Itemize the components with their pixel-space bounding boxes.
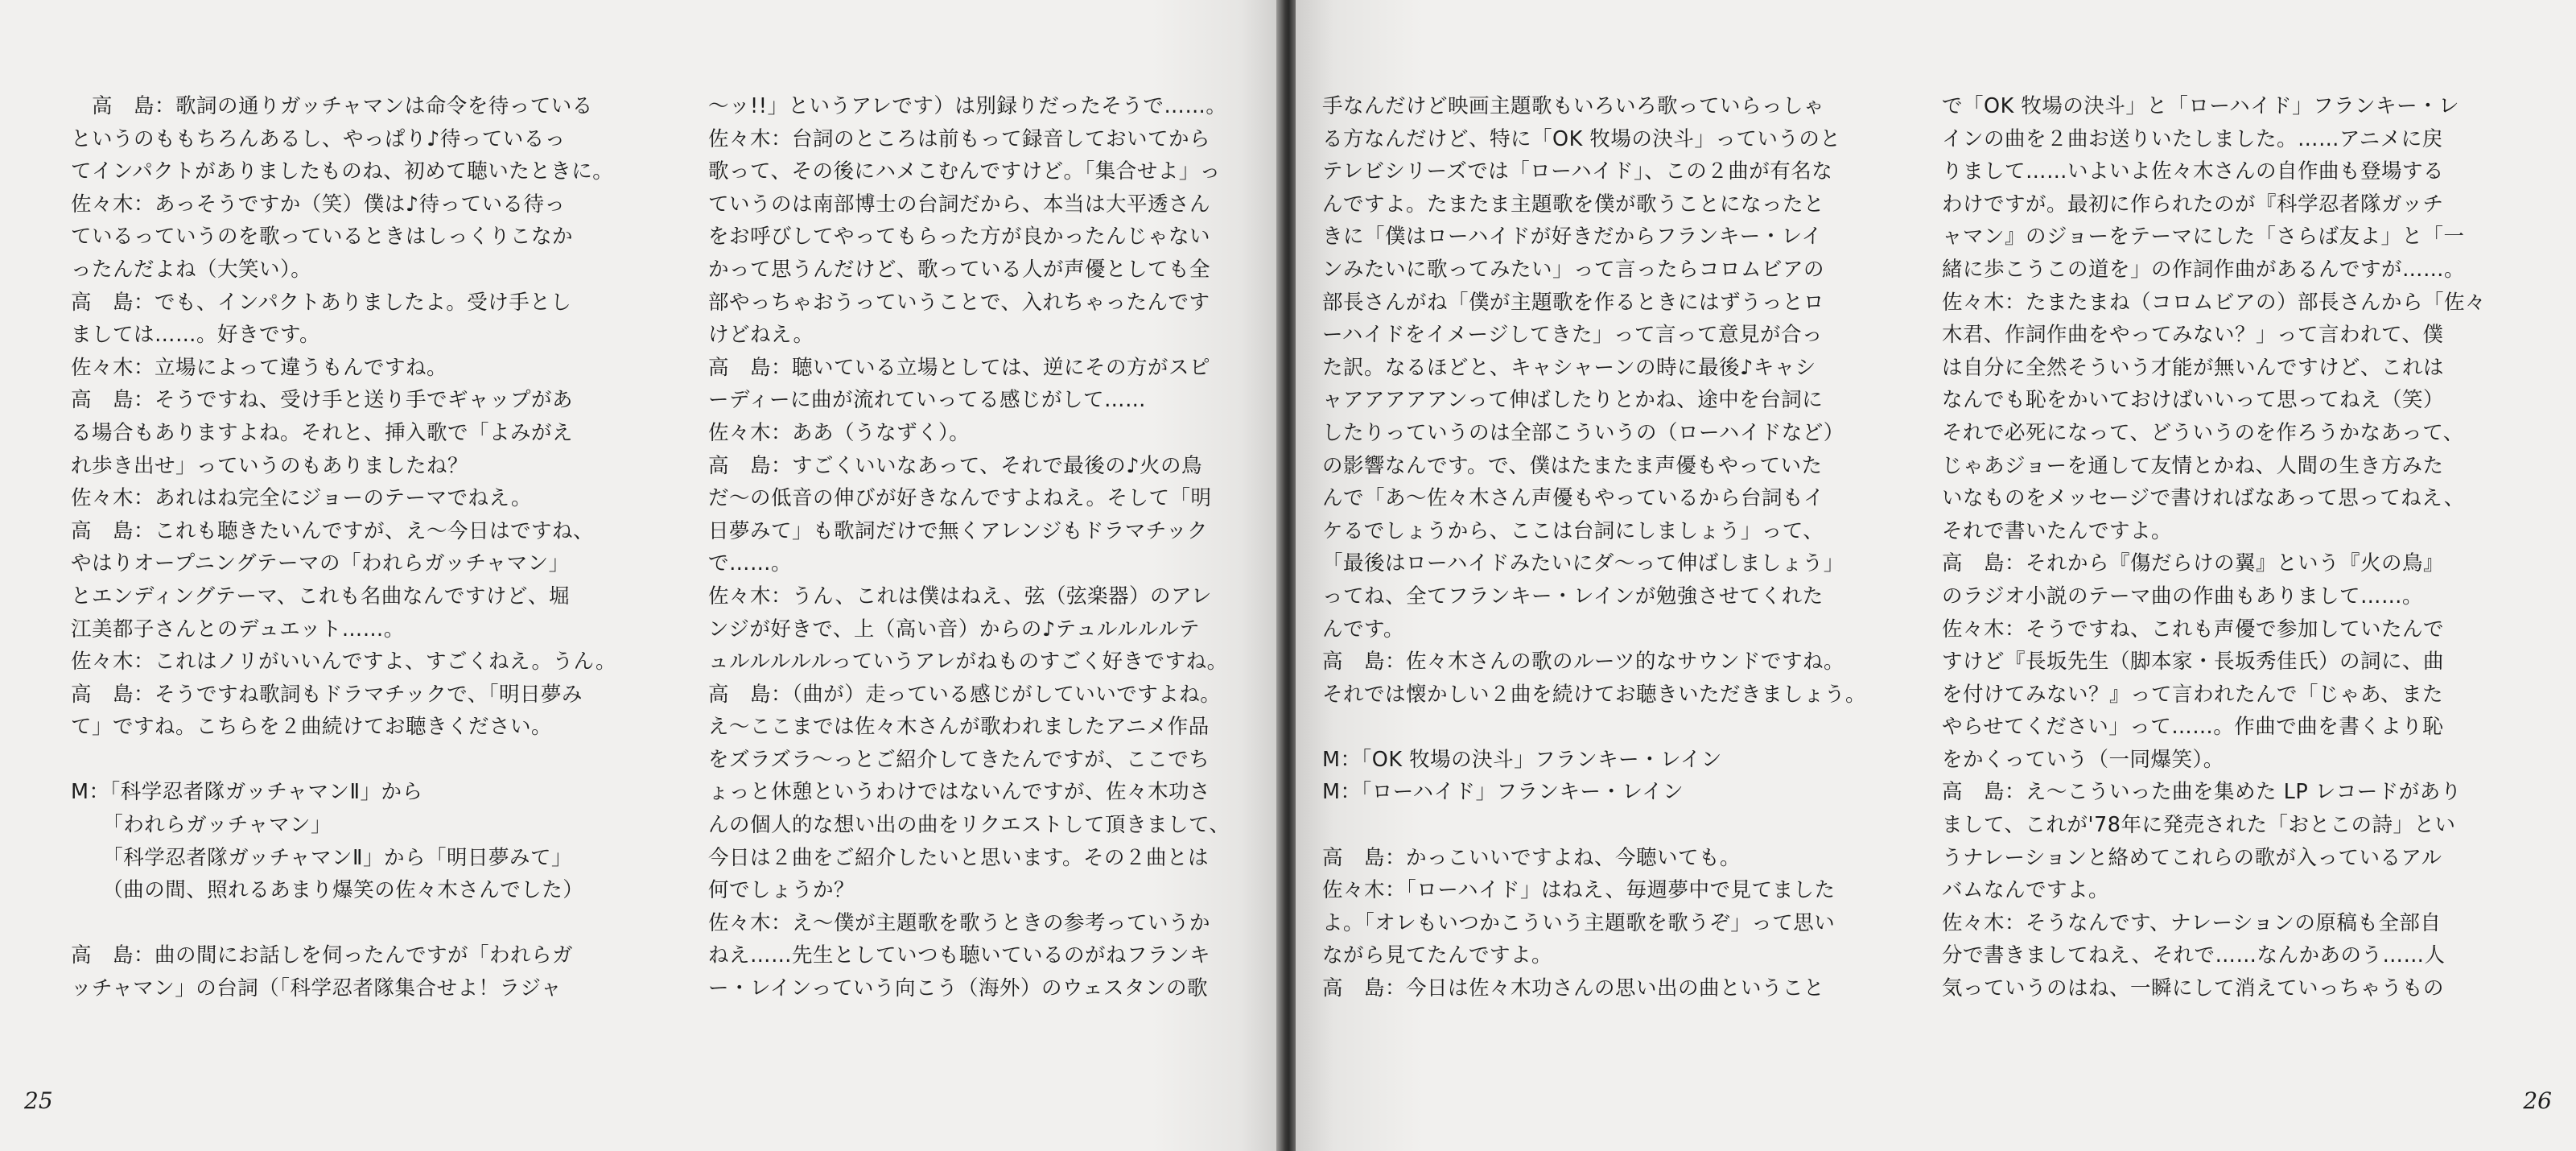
text-line: まして、これが'78年に発売された「おとこの詩」とい <box>1942 813 2456 838</box>
text-line: 「科学忍者隊ガッチャマンⅡ」から「明日夢みて」 <box>71 845 573 870</box>
text-line: てインパクトがありましたものね、初めて聴いたときに。 <box>71 159 614 184</box>
text-line: インの曲を２曲お送りいたしました。……アニメに戻 <box>1942 126 2443 151</box>
text-line: うナレーションと絡めてこれらの歌が入っているアル <box>1942 845 2442 870</box>
text-line: それでは懐かしい２曲を続けてお聴きいただきましょう。 <box>1322 682 1867 707</box>
text-line: んで「あ〜佐々木さん声優もやっているから台詞もイ <box>1322 486 1825 511</box>
text-line: 高 島：今日は佐々木功さんの思い出の曲ということ <box>1322 976 1825 1001</box>
text-line: 高 島：かっこいいですよね、今聴いても。 <box>1322 845 1741 870</box>
text-line: れ歩き出せ」っていうのもありましたね？ <box>71 453 469 478</box>
blank-line <box>71 744 642 777</box>
page-number-right: 26 <box>2523 1087 2552 1114</box>
text-line: 佐々木：これはノリがいいんですよ、すごくねえ。うん。 <box>71 650 617 675</box>
text-line: （曲の間、照れるあまり爆笑の佐々木さんでした） <box>71 878 584 903</box>
text-line: て」ですね。こちらを２曲続けてお聴きください。 <box>71 715 553 740</box>
text-line: 佐々木：あれはね完全にジョーのテーマでねえ。 <box>71 486 533 511</box>
text-line: したりっていうのは全部こういうの（ローハイドなど） <box>1322 420 1844 445</box>
text-line: 高 島：それから『傷だらけの翼』という『火の鳥』 <box>1942 551 2445 576</box>
text-line: をズラズラ〜っとご紹介してきたんですが、ここでち <box>708 747 1210 772</box>
text-line: 高 島：曲の間にお話しを伺ったんですが「われらガ <box>71 943 574 968</box>
text-line: ンジが好きで、上（高い音）からの♪テュルルルルテ <box>708 617 1200 642</box>
text-line: 高 島：え〜こういった曲を集めた LP レコードがあり <box>1942 780 2462 805</box>
text-line: 部やっちゃおうっていうことで、入れちゃったんです <box>708 290 1210 315</box>
text-line: 佐々木：そうですね、これも声優で参加していたんで <box>1942 617 2445 642</box>
text-line: バムなんですよ。 <box>1942 878 2110 903</box>
text-line: 「われらガッチャマン」 <box>71 813 332 838</box>
text-line: すけど『長坂先生（脚本家・長坂秀佳氏）の詞に、曲 <box>1942 650 2445 675</box>
left-page <box>0 0 1280 1151</box>
text-line: ねえ……先生としていつも聴いているのがねフランキ <box>708 943 1211 968</box>
text-line: 高 島：これも聴きたいんですが、え〜今日はですね、 <box>71 518 595 543</box>
text-line: 高 島：すごくいいなあって、それで最後の♪火の鳥 <box>708 453 1203 478</box>
text-line: ましては……。好きです。 <box>71 323 320 348</box>
text-line: ょっと休憩というわけではないんですが、佐々木功さ <box>708 780 1211 805</box>
text-line: M：「科学忍者隊ガッチャマンⅡ」から <box>71 780 423 805</box>
text-line: ンみたいに歌ってみたい」って言ったらコロムビアの <box>1322 257 1825 282</box>
text-line: 佐々木：ああ（うなずく）。 <box>708 420 971 445</box>
text-line: それで書いたんですよ。 <box>1942 518 2173 543</box>
text-line: ャマン』のジョーをテーマにした「さらば友よ」と「一 <box>1942 225 2465 250</box>
text-line: ているっていうのを歌っているときはしっくりこなか <box>71 225 574 250</box>
text-line: いなものをメッセージで書ければなあって思ってねえ、 <box>1942 486 2465 511</box>
text-line: で「OK 牧場の決斗」と「ローハイド」フランキー・レ <box>1942 94 2460 118</box>
text-line: ュルルルルルっていうアレがねものすごく好きですね。 <box>708 650 1228 675</box>
text-line: 部長さんがね「僕が主題歌を作るときにはずうっとロ <box>1322 290 1825 315</box>
text-column-4 <box>1942 90 2513 1005</box>
text-line: ーハイドをイメージしてきた」って言って意見が合っ <box>1322 323 1823 348</box>
blank-line <box>71 907 642 940</box>
text-line: 歌って、その後にハメこむんですけど。「集合せよ」っ <box>708 159 1221 184</box>
text-line: ー・レインっていう向こう（海外）のウェスタンの歌 <box>708 976 1208 1001</box>
text-line: 日夢みて」も歌詞だけで無くアレンジもドラマチック <box>708 518 1208 543</box>
text-line: ャアアアアアンって伸ばしたりとかね、途中を台詞に <box>1322 388 1824 413</box>
text-line: た訳。なるほどと、キャシャーンの時に最後♪キャシ <box>1322 355 1816 380</box>
text-line: 緒に歩こうこの道を」の作詞作曲があるんですが……。 <box>1942 257 2466 282</box>
text-line: ーディーに曲が流れていってる感じがして…… <box>708 388 1146 413</box>
text-line: M：「ローハイド」フランキー・レイン <box>1322 780 1684 805</box>
text-line: 「最後はローハイドみたいにダ〜って伸ばしましょう」 <box>1322 551 1844 576</box>
text-line: え〜ここまでは佐々木さんが歌われましたアニメ作品 <box>708 715 1210 740</box>
text-line: 分で書きましてねえ、それで……なんかあのう……人 <box>1942 943 2446 968</box>
text-line: は自分に全然そういう才能が無いんですけど、これは <box>1942 355 2445 380</box>
text-line: だ〜の低音の伸びが好きなんですよねえ。そして「明 <box>708 486 1212 511</box>
text-line: それで必死になって、どういうのを作ろうかなあって、 <box>1942 420 2464 445</box>
text-line: ってね、全てフランキー・レインが勉強させてくれた <box>1322 584 1824 609</box>
text-line: というのももちろんあるし、やっぱり♪待っているっ <box>71 126 566 151</box>
text-line: 佐々木：台詞のところは前もって録音しておいてから <box>708 126 1211 151</box>
text-line: ていうのは南部博士の台詞だから、本当は大平透さん <box>708 192 1211 217</box>
blank-line <box>1322 711 1894 744</box>
text-line: で……。 <box>708 551 793 576</box>
text-column-3 <box>1322 90 1894 1005</box>
text-line: の影響なんです。で、僕はたまたま声優もやっていた <box>1322 453 1823 478</box>
text-line: 佐々木：そうなんです、ナレーションの原稿も全部自 <box>1942 910 2442 935</box>
text-line: 今日は２曲をご紹介したいと思います。その２曲とは <box>708 845 1209 870</box>
text-line: 高 島：聴いている立場としては、逆にその方がスピ <box>708 355 1211 380</box>
text-column-2 <box>708 90 1280 1005</box>
text-line: 佐々木：たまたまね（コロムビアの）部長さんから「佐々 <box>1942 290 2487 315</box>
text-line: 江美都子さんとのデュエット……。 <box>71 617 405 642</box>
text-line: 何でしょうか？ <box>708 878 855 903</box>
text-line: 高 島：佐々木さんの歌のルーツ的なサウンドですね。 <box>1322 650 1844 675</box>
text-line: をかくっていう（一同爆笑）。 <box>1942 747 2224 772</box>
page-number-left: 25 <box>24 1087 53 1114</box>
text-line: ッチャマン」の台詞（「科学忍者隊集合せよ！ラジャ <box>71 976 562 1001</box>
text-line: 佐々木：え〜僕が主題歌を歌うときの参考っていうか <box>708 910 1211 935</box>
text-line: る方なんだけど、特に「OK 牧場の決斗」っていうのと <box>1322 126 1841 151</box>
text-line: をお呼びしてやってもらった方が良かったんじゃない <box>708 225 1211 250</box>
text-line: りまして……いよいよ佐々木さんの自作曲も登場する <box>1942 159 2445 184</box>
text-column-1 <box>71 90 642 1005</box>
blank-line <box>1322 809 1894 842</box>
text-line: を付けてみない？』って言われたんで「じゃあ、また <box>1942 682 2443 707</box>
text-line: ながら見てたんですよ。 <box>1322 943 1553 968</box>
text-line: 木君、作詞作曲をやってみない？」って言われて、僕 <box>1942 323 2444 348</box>
right-page <box>1296 0 2576 1151</box>
text-line: 高 島：（曲が）走っている感じがしていいですよね。 <box>708 682 1222 707</box>
text-line: 佐々木：「ローハイド」はねえ、毎週夢中で見てました <box>1322 878 1836 903</box>
text-line: わけですが。最初に作られたのが『科学忍者隊ガッチ <box>1942 192 2444 217</box>
text-line: のラジオ小説のテーマ曲の作曲もありまして……。 <box>1942 584 2424 609</box>
text-line: 高 島：でも、インパクトありましたよ。受け手とし <box>71 290 572 315</box>
text-line: じゃあジョーを通して友情とかね、人間の生き方みた <box>1942 453 2444 478</box>
text-line: ったんだよね（大笑い）。 <box>71 257 312 282</box>
text-line: 高 島：そうですね歌詞もドラマチックで、「明日夢み <box>71 682 583 707</box>
text-line: けどねえ。 <box>708 323 814 348</box>
text-line: 〜ッ!!」というアレです）は別録りだったそうで……。 <box>708 94 1227 118</box>
text-line: やらせてください」って……。作曲で曲を書くより恥 <box>1942 715 2444 740</box>
text-line: んですよ。たまたま主題歌を僕が歌うことになったと <box>1322 192 1825 217</box>
text-line: 佐々木：あっそうですか（笑）僕は♪待っている待っ <box>71 192 566 217</box>
text-line: かって思うんだけど、歌っている人が声優としても全 <box>708 257 1211 282</box>
text-line: きに「僕はローハイドが好きだからフランキー・レイ <box>1322 225 1823 250</box>
text-line: る場合もありますよね。それと、挿入歌で「よみがえ <box>71 420 574 445</box>
text-line: テレビシリーズでは「ローハイド」、この２曲が有名な <box>1322 159 1833 184</box>
text-line: なんでも恥をかいておけばいいって思ってねえ（笑） <box>1942 388 2445 413</box>
text-line: 気っていうのはね、一瞬にして消えていっちゃうもの <box>1942 976 2445 1001</box>
text-line: 高 島：そうですね、受け手と送り手でギャップがあ <box>71 388 574 413</box>
text-line: よ。「オレもいつかこういう主題歌を歌うぞ」って思い <box>1322 910 1836 935</box>
text-line: んです。 <box>1322 617 1404 642</box>
text-line: M：「OK 牧場の決斗」フランキー・レイン <box>1322 747 1722 772</box>
text-line: んの個人的な想い出の曲をリクエストして頂きまして、 <box>708 813 1230 838</box>
text-line: 佐々木：立場によって違うもんですね。 <box>71 355 448 380</box>
text-line: 佐々木：うん、これは僕はねえ、弦（弦楽器）のアレ <box>708 584 1213 609</box>
text-line: やはりオープニングテーマの「われらガッチャマン」 <box>71 551 570 576</box>
text-line: とエンディングテーマ、これも名曲なんですけど、堀 <box>71 584 570 609</box>
text-line: 手なんだけど映画主題歌もいろいろ歌っていらっしゃ <box>1322 94 1825 118</box>
text-line: ケるでしょうから、ここは台詞にしましょう」って、 <box>1322 518 1824 543</box>
text-line: 高 島：歌詞の通りガッチャマンは命令を待っている <box>71 94 593 118</box>
